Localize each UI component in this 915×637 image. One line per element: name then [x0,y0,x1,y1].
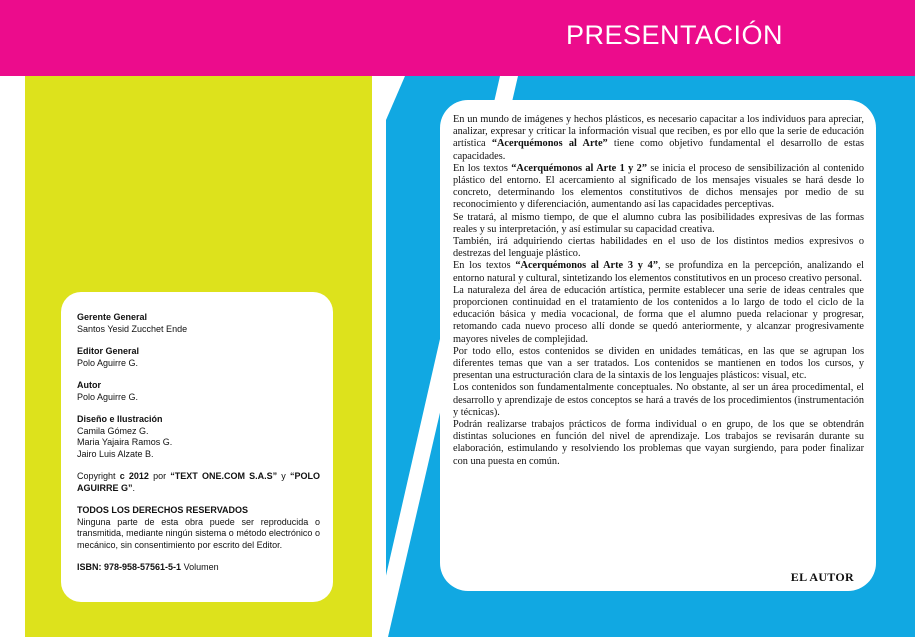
credits-box [61,292,333,602]
presentation-box [440,100,876,591]
credit-name: Polo Aguirre G. [77,357,139,368]
credit-autor [77,380,320,403]
text-run: se inicia el proceso de sensibilización al contenido plástico del entorno. El acercamiento al significado de los mensajes visuales se hará desde lo concreto, determinando los elementos constitutivos de dichos mensajes por medio de su reconocimiento y diferenciación, aumentando así las capacidades perceptivas. [453,162,864,211]
copyright-prefix: Copyright [77,471,120,481]
paragraph-2 [453,163,864,212]
text-run: En los textos [453,260,516,272]
paragraph-1 [453,114,864,163]
book-title: “Acerquémonos al Arte 1 y 2” [511,162,647,174]
credit-name: Santos Yesid Zucchet Ende [77,323,188,334]
series-title: “Acerquémonos al Arte” [491,138,608,150]
credit-role: Autor [77,380,101,390]
text-run: En los textos [453,162,512,174]
credit-role: Editor General [77,346,140,356]
credit-gerente [77,312,320,335]
paragraph-5 [453,260,864,284]
isbn [77,562,320,574]
copyright-company: “TEXT ONE.COM S.A.S” [170,471,278,481]
credit-name: Jairo Luis Alzate B. [77,448,154,459]
author-signature: EL AUTOR [790,569,854,584]
paragraph-6: La naturaleza del área de educación artística, permite establecer una serie de ideas centrales que proporcionen continuidad en el tratamiento de los contenidos a lo largo de todo el ciclo de la educación básica y media vocacional, de forma que el alumno pueda relacionar y progresar, retomando cada nuevo proceso allí donde se quedó anteriormente, y alcanzar progresivamente mayores niveles de complejidad. [453,284,864,345]
rights-text: Ninguna parte de esta obra puede ser reproducida o transmitida, mediante ningún sistema o método electrónico o mecánico, sin consentimiento por escrito del Editor. [77,516,320,550]
copyright-year: 2012 [124,471,149,481]
paragraph-4: También, irá adquiriendo ciertas habilidades en el uso de los distintos medios expresivos o destrezas del lenguaje plástico. [453,236,864,260]
paragraph-3: Se tratará, al mismo tiempo, de que el alumno cubra las posibilidades expresivas de las formas reales y su interpretación, y así estimular su capacidad creativa. [453,211,864,235]
credit-name: Polo Aguirre G. [77,391,139,402]
copyright-by: por [148,471,171,481]
text-run: En un mundo de imágenes y hechos plásticos, es necesario capacitar a los individuos para apreciar, analizar, expresar y criticar la información visual que reciben, es por ello que la serie de educación artística [453,114,864,150]
text-run: tiene como objetivo fundamental el desarrollo de estas capacidades. [453,138,865,162]
credit-role: Diseño e Ilustración [77,414,163,424]
isbn-label: ISBN: 978-958-57561-5-1 [77,562,182,572]
rights-title: TODOS LOS DERECHOS RESERVADOS [77,505,249,515]
page-title: PRESENTACIÓN [566,20,784,50]
isbn-volume: Volumen [181,562,219,572]
book-title: “Acerquémonos al Arte 3 y 4” [515,260,658,272]
copyright-notice [77,471,320,494]
credit-name: Camila Gómez G. [77,425,149,436]
copyright-and: y [277,471,290,481]
paragraph-8: Los contenidos son fundamentalmente conceptuales. No obstante, al ser un área procedimental, el desarrollo y aprendizaje de estos conceptos se hará a través de los procedimientos (instrumentación y técnicas). [453,382,864,418]
credit-diseno [77,414,320,460]
credit-editor [77,346,320,369]
credit-name: Maria Yajaira Ramos G. [77,437,173,447]
copyright-end: . [132,482,136,493]
paragraph-7: Por todo ello, estos contenidos se dividen en unidades temáticas, en las que se agrupan los diferentes temas que van a ser tratados. Los contenidos se mantienen en todos los cursos, y presentan una estructuración clara de la sintaxis de los lenguajes plásticos: visual, etc. [453,345,864,382]
copyright-symbol: c [119,471,125,481]
paragraph-9: Podrán realizarse trabajos prácticos de forma individual o en grupo, de los que se obtendrán distintas soluciones en función del nivel de aprendizaje. Los trabajos se revisarán durante su elaboración, estimulando y resolviendo los problemas que vayan surgiendo, para poder finalizar con una puesta en común. [453,419,864,467]
copyright-publisher: “POLO AGUIRRE G” [77,471,320,493]
credit-role: Gerente General [77,312,148,322]
text-run: , se profundiza en la percepción, analizando el entorno natural y cultural, sintetizando los elementos constitutivos en un proceso creativo personal. [453,260,864,284]
